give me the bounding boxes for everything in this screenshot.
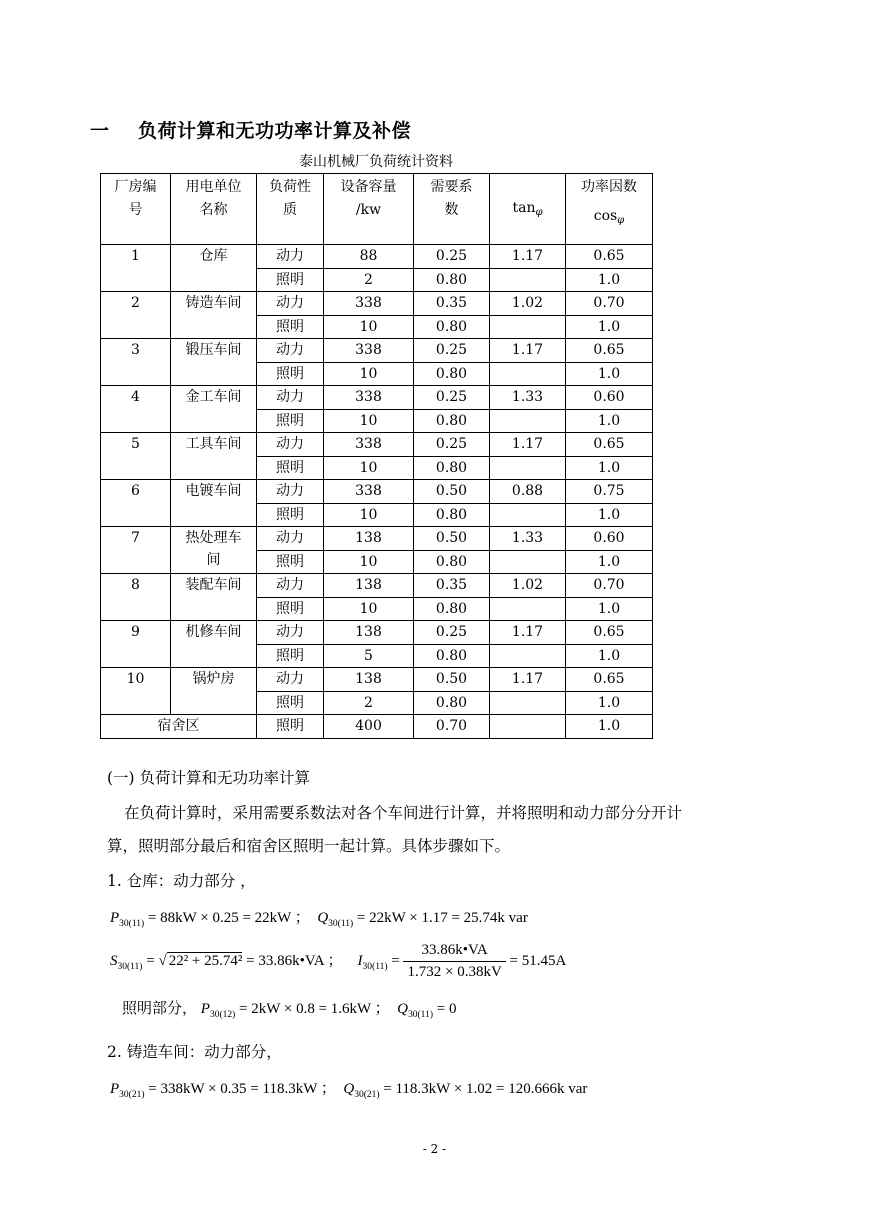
unit-name-line: 间 [206, 552, 221, 568]
header-demand-factor: 需要系 数 [414, 174, 490, 245]
unit-name-line: 电镀车间 [185, 483, 242, 499]
unit-name-line: 锻压车间 [185, 342, 242, 358]
cell-tan [490, 456, 566, 480]
table-row [101, 292, 653, 316]
cell-unit-name [171, 574, 257, 621]
formula-s30-i30: $S_{30(11)}$ = √ 22² + 25.74² = 33.86k•VA ； $I_{30(11)}$ = $\frac{33.86k•VA}{1.732 \times 0.38kV}$ = 51.45A [110, 942, 567, 980]
cell-demand-factor: 0.50 [414, 480, 490, 504]
cell-power-factor: 1.0 [566, 409, 653, 433]
page-number: - 2 - [422, 1142, 447, 1156]
cell-tan [490, 268, 566, 292]
cell-capacity: 10 [324, 503, 414, 527]
header-tan: $\tan_\varphi$ [490, 174, 566, 245]
cell-tan: 1.17 [490, 621, 566, 645]
cell-unit-name [171, 480, 257, 527]
cell-demand-factor: 0.25 [414, 621, 490, 645]
cell-load-nature: 照明 [257, 456, 324, 480]
unit-name-line: 机修车间 [185, 624, 242, 640]
cell-demand-factor: 0.25 [414, 433, 490, 457]
cell-capacity: 138 [324, 621, 414, 645]
cell-load-nature: 照明 [257, 691, 324, 715]
cell-unit-name [171, 433, 257, 480]
cell-tan [490, 315, 566, 339]
table-caption: 泰山机械厂负荷统计资料 [299, 154, 453, 170]
cell-capacity: 5 [324, 644, 414, 668]
cell-plant-no: 10 [101, 668, 171, 715]
paragraph-line-1: 在负荷计算时，采用需要系数法对各个车间进行计算，并将照明和动力部分分开计 [124, 804, 683, 822]
cell-tan [490, 691, 566, 715]
cell-tan [490, 503, 566, 527]
cell-power-factor: 0.60 [566, 386, 653, 410]
table-row [101, 574, 653, 598]
unit-name-line: 铸造车间 [185, 295, 242, 311]
cell-demand-factor: 0.50 [414, 527, 490, 551]
cell-power-factor: 1.0 [566, 362, 653, 386]
cell-power-factor: 1.0 [566, 597, 653, 621]
cell-power-factor: 1.0 [566, 715, 653, 739]
formula-lighting-11: 照明部分， $P_{30(12)} = 2kW \times 0.8 = 1.6kW$ ； $Q_{30(11)} = 0$ [122, 999, 457, 1020]
cell-power-factor: 0.70 [566, 292, 653, 316]
cell-plant-no: 3 [101, 339, 171, 386]
cell-tan [490, 715, 566, 739]
cell-capacity: 10 [324, 597, 414, 621]
table-header-row [101, 174, 653, 245]
load-statistics-table [100, 173, 653, 739]
table-row [101, 527, 653, 551]
cell-load-nature: 动力 [257, 668, 324, 692]
cell-load-nature: 动力 [257, 386, 324, 410]
cell-plant-no: 6 [101, 480, 171, 527]
table-row [101, 668, 653, 692]
cell-demand-factor: 0.25 [414, 245, 490, 269]
cell-load-nature: 动力 [257, 621, 324, 645]
cell-power-factor: 0.65 [566, 245, 653, 269]
cell-power-factor: 0.75 [566, 480, 653, 504]
paragraph-line-2: 算，照明部分最后和宿舍区照明一起计算。具体步骤如下。 [107, 837, 511, 855]
cell-capacity: 338 [324, 292, 414, 316]
cell-plant-no: 5 [101, 433, 171, 480]
unit-name-line: 装配车间 [185, 577, 242, 593]
cell-power-factor: 1.0 [566, 503, 653, 527]
cell-load-nature: 动力 [257, 480, 324, 504]
cell-power-factor: 0.60 [566, 527, 653, 551]
cell-tan: 0.88 [490, 480, 566, 504]
cell-demand-factor: 0.25 [414, 386, 490, 410]
cell-demand-factor: 0.80 [414, 409, 490, 433]
cell-demand-factor: 0.50 [414, 668, 490, 692]
cell-capacity: 10 [324, 362, 414, 386]
unit-name-line: 仓库 [199, 248, 228, 264]
cell-demand-factor: 0.80 [414, 503, 490, 527]
cell-tan: 1.17 [490, 668, 566, 692]
cell-load-nature: 照明 [257, 550, 324, 574]
cell-unit-name [171, 668, 257, 715]
cell-capacity: 338 [324, 433, 414, 457]
cell-unit-name [171, 292, 257, 339]
header-power-factor: 功率因数 $\cos_\varphi$ [566, 174, 653, 245]
cell-load-nature: 动力 [257, 339, 324, 363]
cell-load-nature: 照明 [257, 315, 324, 339]
cell-capacity: 10 [324, 550, 414, 574]
cell-power-factor: 0.65 [566, 433, 653, 457]
cell-tan: 1.33 [490, 527, 566, 551]
cell-capacity: 338 [324, 480, 414, 504]
cell-unit-name [171, 339, 257, 386]
cell-power-factor: 1.0 [566, 644, 653, 668]
cell-tan: 1.02 [490, 292, 566, 316]
cell-power-factor: 0.70 [566, 574, 653, 598]
table-row-dormitory [101, 715, 653, 739]
unit-name-line: 金工车间 [185, 389, 242, 405]
cell-unit-name [171, 621, 257, 668]
cell-dorm-label: 宿舍区 [101, 715, 257, 739]
item-1-title: 1. 仓库：动力部分 ， [107, 872, 256, 890]
cell-demand-factor: 0.80 [414, 550, 490, 574]
cell-tan: 1.17 [490, 433, 566, 457]
cell-load-nature: 照明 [257, 503, 324, 527]
cell-plant-no: 1 [101, 245, 171, 292]
cell-capacity: 138 [324, 527, 414, 551]
cell-load-nature: 照明 [257, 597, 324, 621]
cell-capacity: 10 [324, 315, 414, 339]
cell-power-factor: 1.0 [566, 691, 653, 715]
cell-load-nature: 动力 [257, 245, 324, 269]
cell-capacity: 338 [324, 386, 414, 410]
section-heading [90, 116, 411, 143]
cell-power-factor: 1.0 [566, 456, 653, 480]
cell-demand-factor: 0.80 [414, 644, 490, 668]
cell-tan [490, 409, 566, 433]
subsection-title: (一) 负荷计算和无功功率计算 [107, 769, 311, 787]
cell-capacity: 10 [324, 409, 414, 433]
cell-power-factor: 1.0 [566, 268, 653, 292]
cell-demand-factor: 0.35 [414, 574, 490, 598]
cell-load-nature: 动力 [257, 433, 324, 457]
cell-tan: 1.17 [490, 245, 566, 269]
cell-plant-no: 4 [101, 386, 171, 433]
table-row [101, 621, 653, 645]
table-row [101, 245, 653, 269]
header-nature: 负荷性 质 [257, 174, 324, 245]
header-name: 用电单位 名称 [171, 174, 257, 245]
cell-tan: 1.33 [490, 386, 566, 410]
cell-unit-name [171, 527, 257, 574]
item-2-title: 2. 铸造车间：动力部分， [107, 1043, 282, 1061]
cell-demand-factor: 0.80 [414, 315, 490, 339]
cell-demand-factor: 0.80 [414, 362, 490, 386]
cell-load-nature: 动力 [257, 574, 324, 598]
cell-demand-factor: 0.80 [414, 268, 490, 292]
cell-tan [490, 644, 566, 668]
unit-name-line: 热处理车 [185, 530, 242, 546]
cell-capacity: 2 [324, 691, 414, 715]
heading-number: 一 [90, 120, 110, 142]
table-row [101, 339, 653, 363]
cell-load-nature: 动力 [257, 527, 324, 551]
heading-title: 负荷计算和无功功率计算及补偿 [138, 120, 412, 142]
cell-unit-name [171, 245, 257, 292]
cell-plant-no: 9 [101, 621, 171, 668]
cell-plant-no: 7 [101, 527, 171, 574]
cell-capacity: 88 [324, 245, 414, 269]
cell-load-nature: 照明 [257, 715, 324, 739]
cell-load-nature: 动力 [257, 292, 324, 316]
cell-capacity: 138 [324, 668, 414, 692]
cell-demand-factor: 0.80 [414, 456, 490, 480]
cell-plant-no: 8 [101, 574, 171, 621]
unit-name-line: 锅炉房 [192, 671, 235, 687]
table-row [101, 386, 653, 410]
cell-demand-factor: 0.80 [414, 597, 490, 621]
cell-unit-name [171, 386, 257, 433]
header-capacity: 设备容量 /kw [324, 174, 414, 245]
cell-capacity: 338 [324, 339, 414, 363]
cell-demand-factor: 0.25 [414, 339, 490, 363]
cell-capacity: 10 [324, 456, 414, 480]
cell-capacity: 138 [324, 574, 414, 598]
cell-plant-no: 2 [101, 292, 171, 339]
cell-power-factor: 1.0 [566, 315, 653, 339]
cell-tan: 1.02 [490, 574, 566, 598]
cell-load-nature: 照明 [257, 644, 324, 668]
cell-power-factor: 0.65 [566, 668, 653, 692]
cell-load-nature: 照明 [257, 362, 324, 386]
cell-load-nature: 照明 [257, 409, 324, 433]
table-row [101, 433, 653, 457]
header-no: 厂房编 号 [101, 174, 171, 245]
cell-tan [490, 550, 566, 574]
cell-capacity: 2 [324, 268, 414, 292]
cell-power-factor: 1.0 [566, 550, 653, 574]
cell-power-factor: 0.65 [566, 621, 653, 645]
table-row [101, 480, 653, 504]
cell-tan [490, 362, 566, 386]
cell-tan: 1.17 [490, 339, 566, 363]
cell-demand-factor: 0.35 [414, 292, 490, 316]
cell-demand-factor: 0.70 [414, 715, 490, 739]
cell-demand-factor: 0.80 [414, 691, 490, 715]
cell-capacity: 400 [324, 715, 414, 739]
formula-p30-21: $P_{30(21)} = 338kW \times 0.35 = 118.3kW$ ； $Q_{30(21)} = 118.3kW \times 1.02 = 120.666k$ var [110, 1081, 588, 1100]
cell-tan [490, 597, 566, 621]
cell-load-nature: 照明 [257, 268, 324, 292]
cell-power-factor: 0.65 [566, 339, 653, 363]
formula-p30-11: $P_{30(11)} = 88kW \times 0.25 = 22kW$ ； $Q_{30(11)} = 22kW \times 1.17 = 25.74k$ var [110, 910, 528, 929]
unit-name-line: 工具车间 [185, 436, 242, 452]
